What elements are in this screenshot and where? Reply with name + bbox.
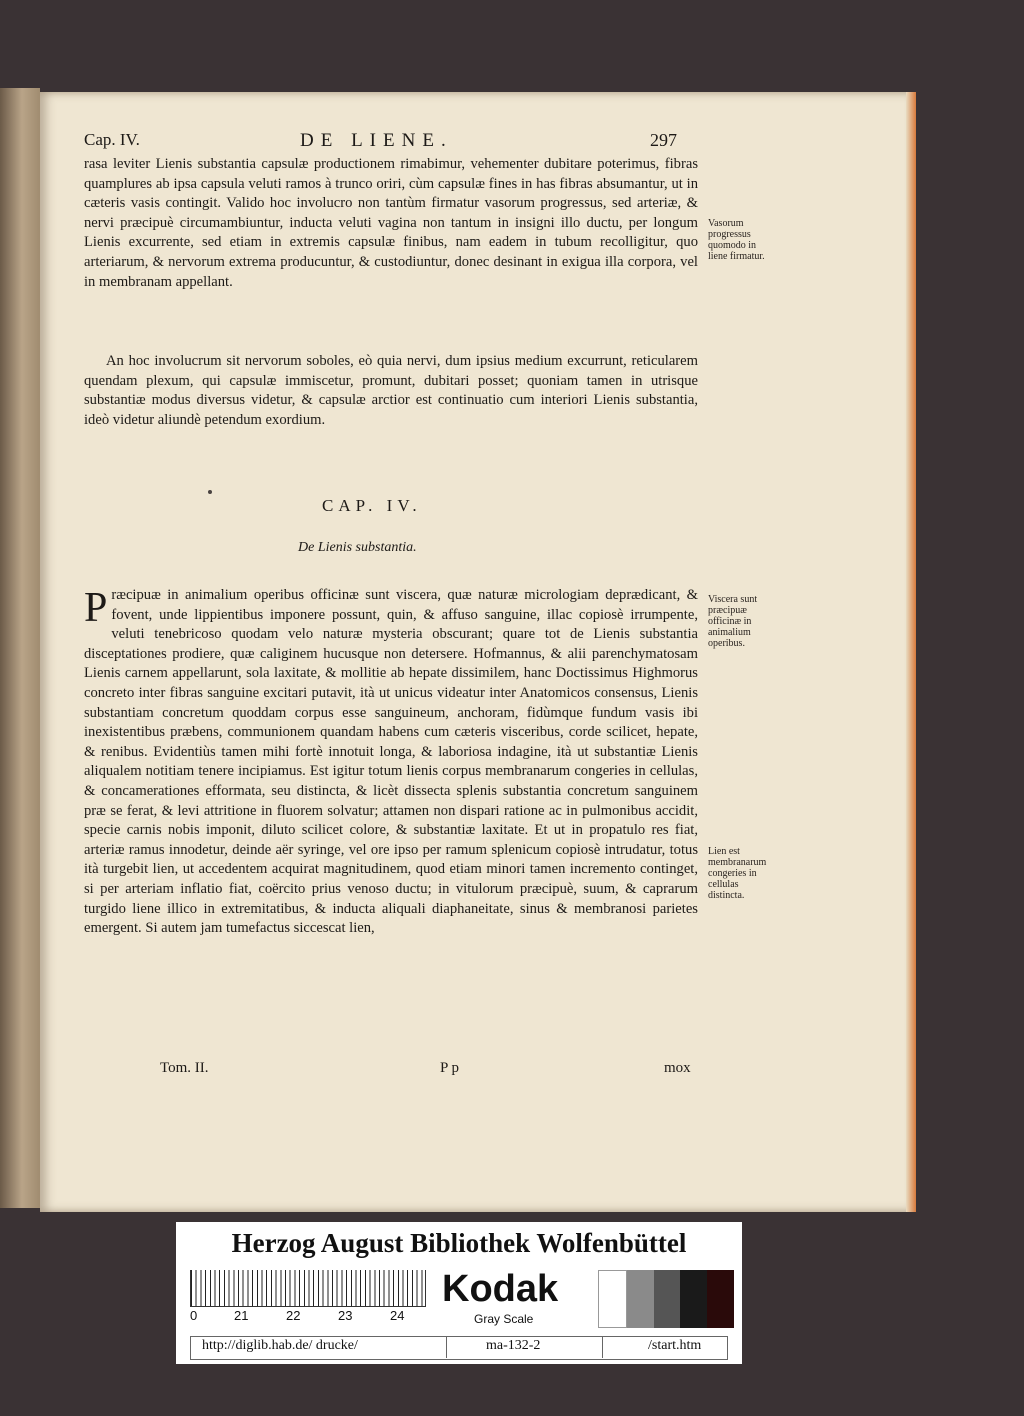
ruler-number: 0 [190,1308,198,1323]
margin-note-3: Lien est membranarum congeries in cellulas distincta. [708,846,767,901]
swatch [627,1270,654,1328]
gray-scale-strip [190,1270,726,1332]
paragraph-1: rasa leviter Lienis substantia capsulæ productionem rimabimur, vehementer dubitare poterimus, fibras quamplures ab ipsa capsula veluti ramos à trunco oriri, cùm capsulæ fines in has fibras absumantur, ut in cæteris vasis contingit. Valido hoc involucro non tantùm firmatur vasorum progressus, sed arteriæ, & nervi præcipuè circumambiuntur, inducta veluti vagina non tantum in insigni illo ductu, per longum Lienis excurrente, sed etiam in extremis capsulæ finibus, nam eadem in tubum recolligitur, quo arteriarum, & nervorum extrema producuntur, & custodiuntur, donec desinant in exigua illa corpora, vel in membranam appellant. [84,156,698,290]
facing-page-edge [0,88,40,1208]
url-left: http://diglib.hab.de/ drucke/ [202,1338,358,1353]
running-head-title: DE LIENE. [300,130,453,151]
library-color-card [176,1222,742,1364]
url-row [190,1336,730,1358]
swatch [598,1270,627,1328]
signature-mark: P p [440,1060,460,1076]
shelfmark: ma-132-2 [486,1338,541,1353]
url-right: /start.htm [648,1338,702,1353]
swatch [680,1270,707,1328]
page-number: 297 [650,130,677,150]
url-divider [446,1336,447,1358]
paragraph-3-text: ræcipuæ in animalium operibus officinæ sunt viscera, quæ naturæ micrologiam deprædicant, & fovent, unde lippientibus imponere possunt, quin, & affuso sanguine, illac copiosè irrumpente, veluti tenebricoso quodam velo naturæ mysteria obscurant; quare tot de Lienis substantia disceptationes prodiere, quæ caliginem hucusque non detersere. Hofmannus, & alii parenchymatosam Lienis carnem appellarunt, sola laxitate, & mollitie ab hepate dissimilem, hanc Doctissimus Highmorus concreto inter fibras sanguine excitari putavit, ità ut unicus videatur inter Anatomicos consensus, Lienis substantiam concretum quoddam corpus esse sanguineum, anchoram, fidùmque fundum vasis ibi inexistentibus præbens, communionem quandam habens cum cæteris visceribus, corde scilicet, hepate, & renibus. Evidentiùs tamen mihi fortè innotuit longa, & laboriosa indagine, ità ut substantiæ Lienis aliqualem notitiam tenere incipiamus. Est igitur totum lienis corpus membranarum congeries in cellulas, & concamerationes efformata, seu distincta, & licèt dissecta splenis substantia concretum sanguinem præ se ferat, & levi attritione in fluorem solvatur; attamen non dispari ratione ac in pulmonibus accidit, specie carnis nobis imponit, diluto scilicet colore, & substantiæ laxitate. Et ut in propatulo res fiat, arteriæ ramus innodetur, deinde aër syringe, vel ore ipso per ramum splenicum copiosè intrudatur, totus ità turgebit lien, ut accedentem acquirat magnitudinem, quod etiam minori tamen incremento continget, si per arteriam inflatio fiat, coërcito prius venoso ductu; in vitulorum præcipuè, suum, & caprarum turgido liene illico in extremitatibus, & inducta aliquali diaphaneitate, sinus & membranosi parietes emergent. Si autem jam tumefactus siccescat lien, [84,587,698,937]
margin-note-1: Vasorum progressus quomodo in liene firmatur. [708,218,765,262]
drop-cap: P [84,585,108,631]
chapter-heading: CAP. IV. [322,496,422,515]
ruler-scale [190,1270,426,1307]
ruler-number: 21 [234,1308,249,1323]
swatch [654,1270,681,1328]
ruler-number: 23 [338,1308,353,1323]
library-name: Herzog August Bibliothek Wolfenbüttel [231,1228,687,1258]
kodak-logo: Kodak [442,1268,559,1310]
catchword: mox [664,1060,691,1076]
url-divider [602,1336,603,1358]
swatch [707,1270,734,1328]
volume-marker: Tom. II. [160,1060,209,1076]
chapter-subtitle: De Lienis substantia. [298,540,417,555]
page-fore-edge [906,92,916,1212]
gray-swatches [598,1270,734,1328]
paragraph-2: An hoc involucrum sit nervorum soboles, eò quia nervi, dum ipsius medium excurrunt, reticularem quendam plexum, qui capsulæ immiscetur, promunt, dubitari posset; quoniam tamen in utrisque substantiæ modus diversus videtur, & capsulæ arctior est continuatio cum interiori Lienis substantia, ideò videtur aliundè petendum exordium. [84,353,698,428]
gray-scale-label: Gray Scale [474,1312,534,1326]
ruler-number: 24 [390,1308,405,1323]
margin-note-2: Viscera sunt præcipuæ officinæ in animalium operibus. [708,594,758,649]
paragraph-3 [84,586,698,939]
running-head-chapter: Cap. IV. [84,130,140,149]
ink-dot [208,490,212,494]
ruler-number: 22 [286,1308,301,1323]
